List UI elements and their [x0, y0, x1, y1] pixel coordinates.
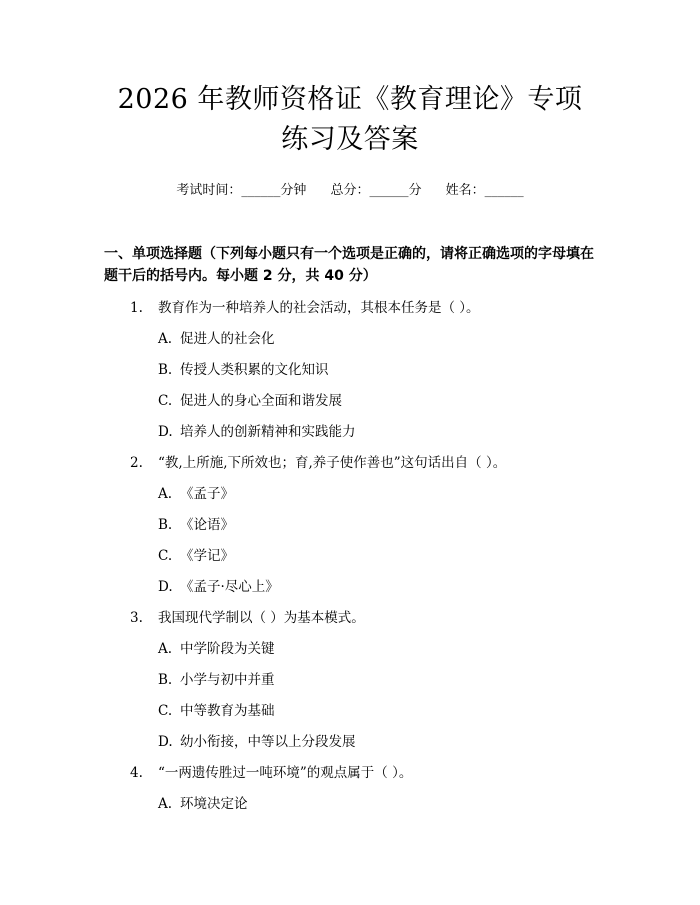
option-text: 《孟子·尽心上》	[180, 579, 279, 595]
question-text: “教,上所施,下所效也；育,养子使作善也”这句话出自（ ）。	[158, 455, 507, 471]
option-letter: B.	[158, 517, 173, 533]
question-number: 3.	[130, 610, 143, 626]
question-text: 教育作为一种培养人的社会活动，其根本任务是（ ）。	[158, 300, 480, 316]
option-d	[158, 422, 596, 442]
option-a	[158, 639, 596, 659]
option-c	[158, 701, 596, 721]
option-text: 促进人的身心全面和谐发展	[180, 393, 342, 409]
question-stem	[130, 608, 596, 628]
option-b	[158, 515, 596, 535]
question-text: “一两遗传胜过一吨环境”的观点属于（ ）。	[158, 765, 413, 781]
question-number: 4.	[130, 765, 143, 781]
option-text: 促进人的社会化	[180, 331, 275, 347]
option-d	[158, 732, 596, 752]
option-a	[158, 484, 596, 504]
option-text: 《学记》	[180, 548, 234, 564]
option-letter: D.	[158, 579, 173, 595]
option-letter: A.	[158, 641, 173, 657]
exam-time-field: 考试时间：______分钟	[176, 183, 307, 198]
option-letter: D.	[158, 424, 173, 440]
question-text: 我国现代学制以（ ）为基本模式。	[158, 610, 365, 626]
option-letter: D.	[158, 734, 173, 750]
option-letter: A.	[158, 796, 173, 812]
question-4	[104, 763, 596, 814]
question-stem	[130, 453, 596, 473]
section-heading: 一、单项选择题（下列每小题只有一个选项是正确的，请将正确选项的字母填在题干后的括号内。每小题 2 分，共 40 分）	[104, 246, 594, 284]
option-letter: B.	[158, 362, 173, 378]
question-stem	[130, 763, 596, 783]
option-text: 传授人类积累的文化知识	[180, 362, 329, 378]
option-b	[158, 670, 596, 690]
option-letter: A.	[158, 486, 173, 502]
option-text: 小学与初中并重	[180, 672, 275, 688]
option-a	[158, 794, 596, 814]
option-text: 《论语》	[180, 517, 234, 533]
option-text: 环境决定论	[180, 796, 248, 812]
option-letter: C.	[158, 393, 173, 409]
question-stem	[130, 298, 596, 318]
exam-info	[104, 182, 596, 200]
option-d	[158, 577, 596, 597]
document-title: 2026 年教师资格证《教育理论》专项练习及答案	[117, 84, 583, 155]
question-list	[104, 298, 596, 814]
name-field: 姓名：______	[445, 183, 524, 198]
option-letter: C.	[158, 703, 173, 719]
option-text: 中等教育为基础	[180, 703, 275, 719]
option-text: 《孟子》	[180, 486, 234, 502]
question-2	[104, 453, 596, 597]
question-1	[104, 298, 596, 442]
option-letter: B.	[158, 672, 173, 688]
question-number: 1.	[130, 300, 143, 316]
option-c	[158, 546, 596, 566]
option-c	[158, 391, 596, 411]
question-number: 2.	[130, 455, 143, 471]
option-text: 幼小衔接，中等以上分段发展	[180, 734, 356, 750]
option-b	[158, 360, 596, 380]
total-score-field: 总分：______分	[330, 183, 422, 198]
option-letter: C.	[158, 548, 173, 564]
option-a	[158, 329, 596, 349]
option-letter: A.	[158, 331, 173, 347]
option-text: 培养人的创新精神和实践能力	[180, 424, 356, 440]
question-3	[104, 608, 596, 752]
option-text: 中学阶段为关键	[180, 641, 275, 657]
